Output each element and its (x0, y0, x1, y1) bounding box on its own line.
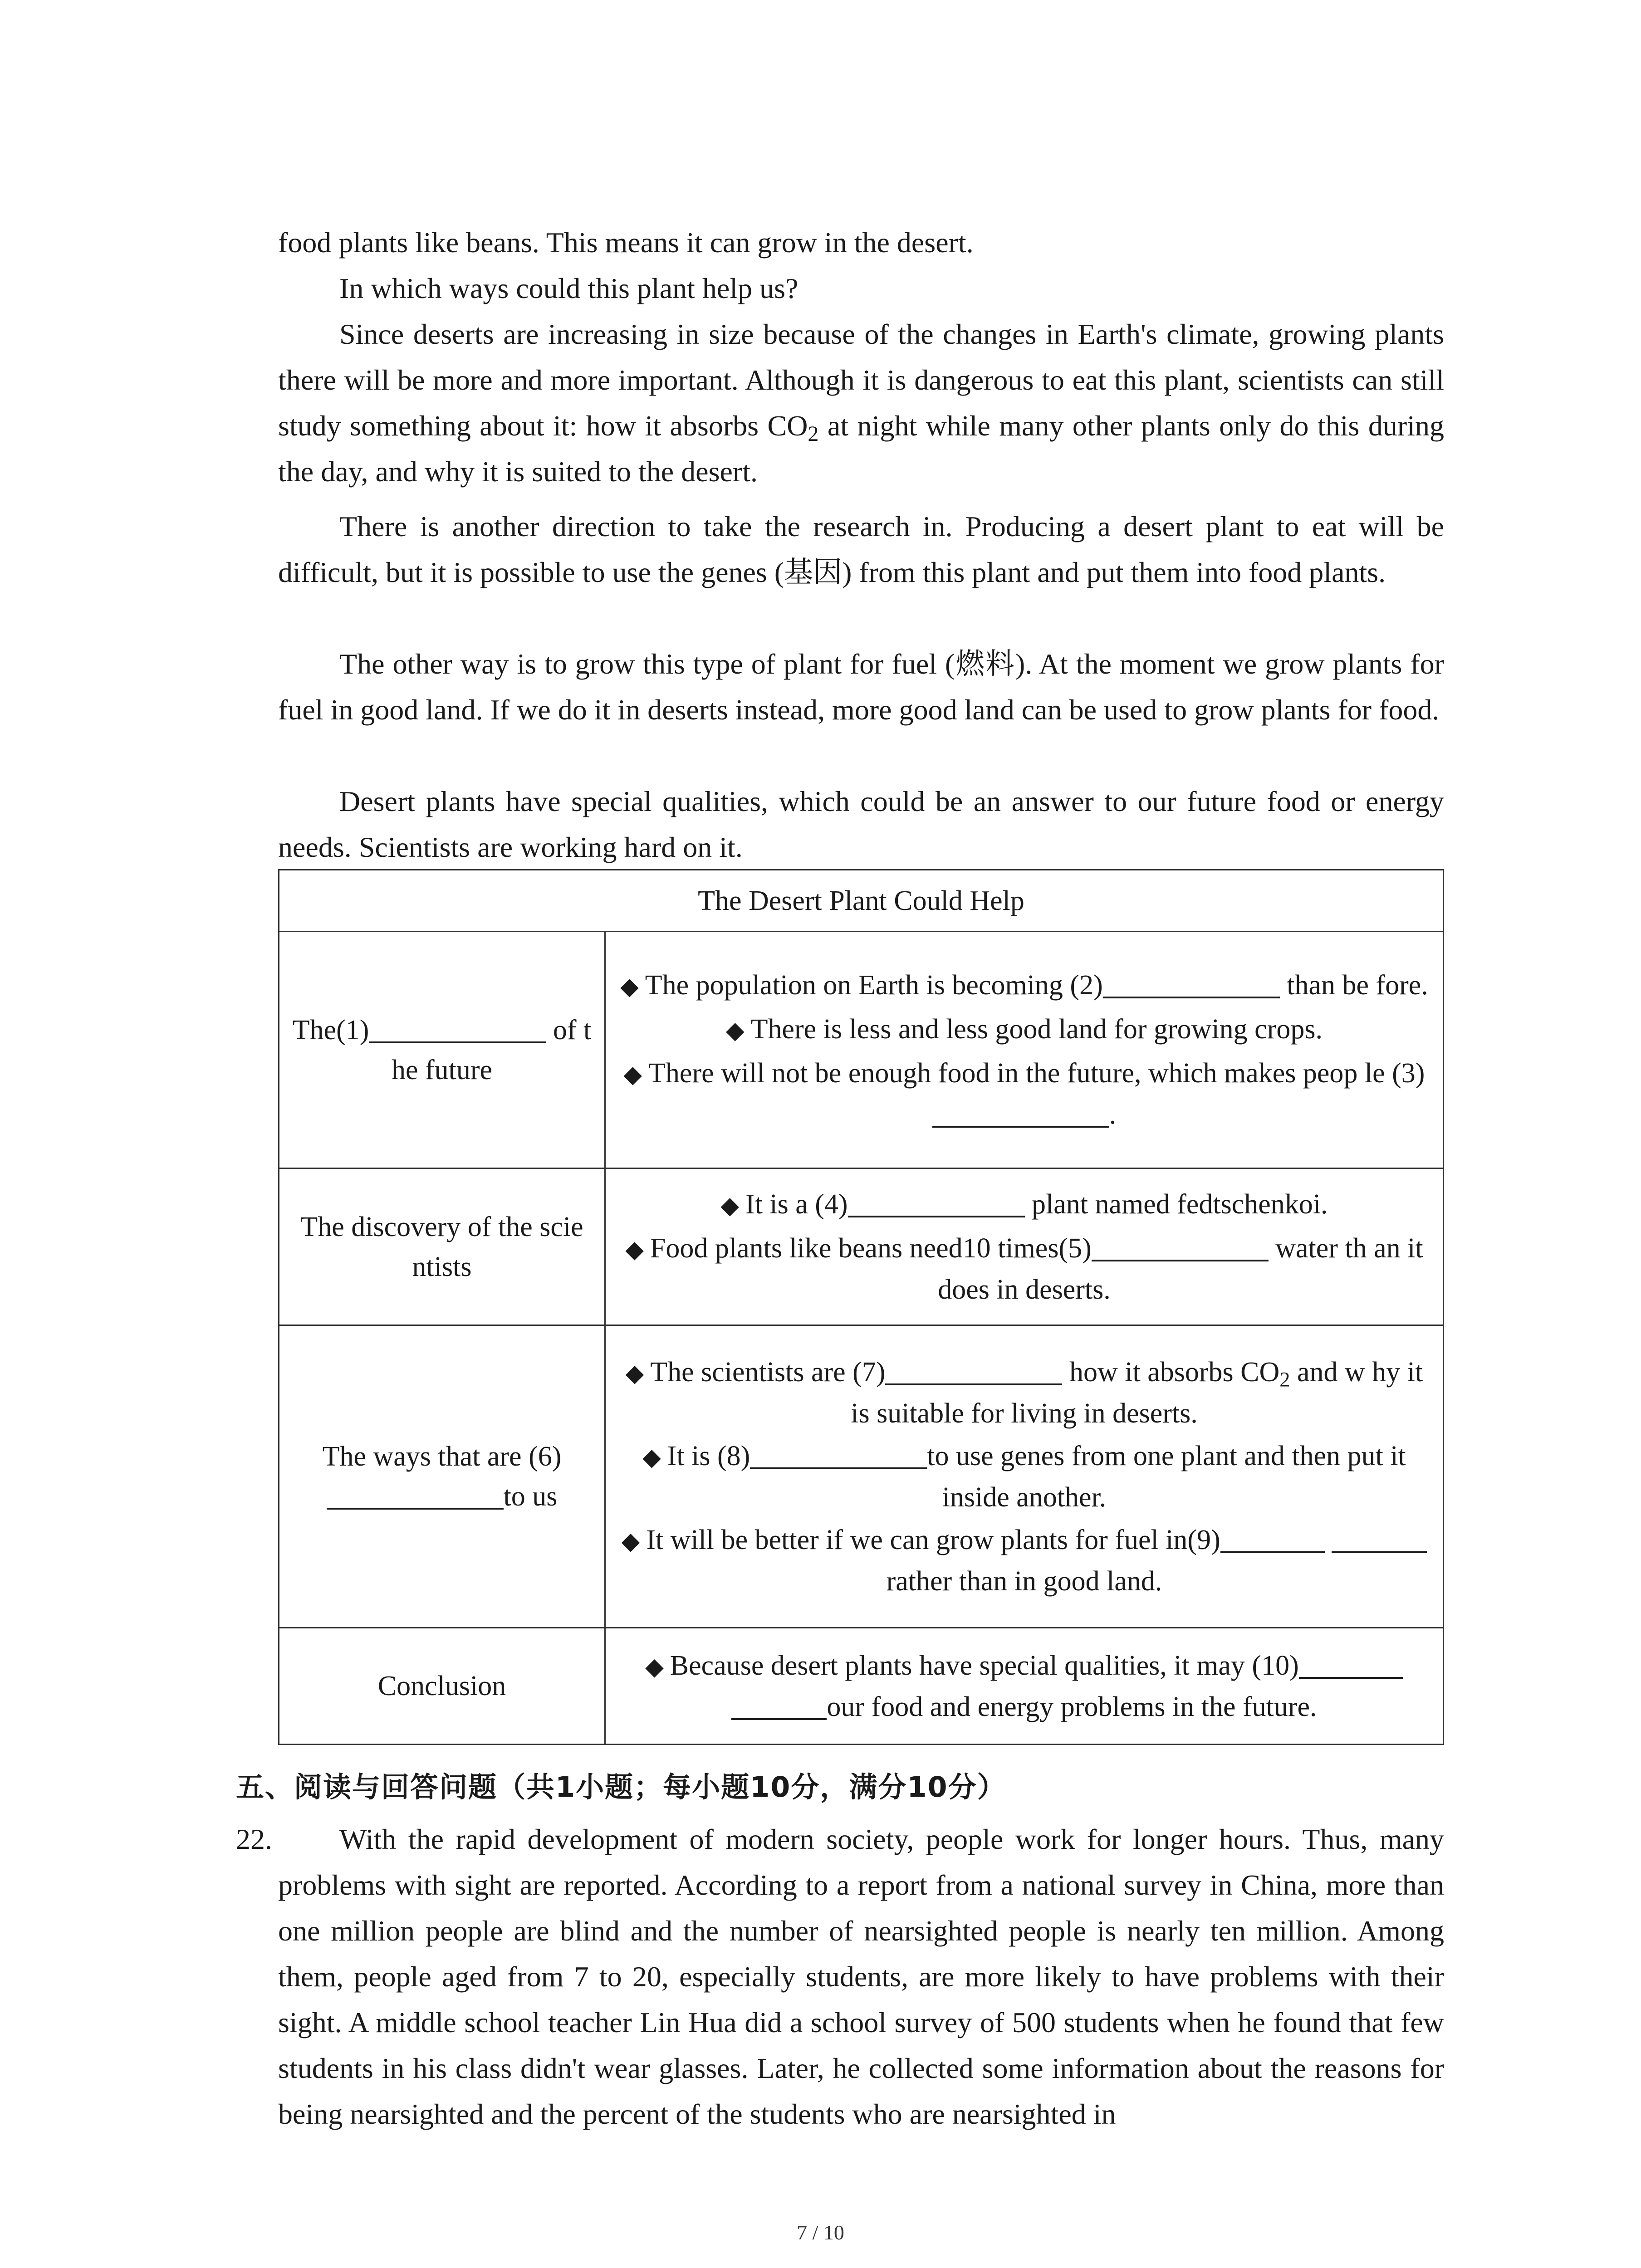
answer-blank-9[interactable] (1220, 1526, 1325, 1553)
diamond-bullet-icon: ◆ (623, 1061, 642, 1088)
table-row-content (605, 932, 1444, 1168)
page-number: 7 / 10 (797, 2221, 844, 2244)
answer-blank-5[interactable] (1092, 1234, 1269, 1261)
passage-paragraph-4: There is another direction to take the research in. Producing a desert plant to eat will be difficult, but it is possible to use the genes (基因) from this plant and put them into food plants. (278, 510, 1444, 588)
table-row-content (605, 1628, 1444, 1745)
table-row-label: The discovery of the scie ntists (279, 1168, 605, 1325)
diamond-bullet-icon: ◆ (645, 1652, 664, 1681)
passage-paragraph-3-text-b: at night while many other plants only do this during the day, and why it is suited to the desert. (278, 410, 1445, 488)
section-header: 五、阅读与回答问题（共1小题；每小题10分，满分10分） (236, 1770, 1006, 1804)
bullet-line: ◆ Because desert plants have special qualities, it may (10) our food and energy problems in the future. (614, 1646, 1435, 1727)
answer-blank-7[interactable] (885, 1358, 1062, 1385)
table-row (279, 1168, 1444, 1325)
table-row-content (605, 1325, 1444, 1628)
passage-paragraph-3 (278, 311, 1444, 494)
passage-paragraph-5: The other way is to grow this type of plant for fuel (燃料). At the moment we grow plants for fuel in good land. If we do it in deserts instead, more good land can be used to grow plants for food. (278, 648, 1444, 726)
table-row (279, 932, 1444, 1168)
desert-plant-table (278, 869, 1444, 1745)
diamond-bullet-icon: ◆ (625, 1359, 644, 1387)
bullet-line: ◆ Food plants like beans need10 times(5) water th an it does in deserts. (625, 1232, 1423, 1305)
passage-paragraph-2: In which ways could this plant help us? (339, 272, 798, 304)
diamond-bullet-icon: ◆ (625, 1235, 644, 1263)
question-22-passage: With the rapid development of modern society, people work for longer hours. Thus, many problems with sight are reported. According to a report from a national survey in China, more than one million people are blind and the number of nearsighted people is nearly ten million. Among them, people aged from 7 to 20, especially students, are more likely to have problems with their sight. A middle school teacher Lin Hua did a school survey of 500 students when he found that few students in his class didn't wear glasses. Later, he collected some information about the reasons for being nearsighted and the percent of the students who are nearsighted in (278, 1823, 1444, 2130)
table-title: The Desert Plant Could Help (279, 870, 1444, 932)
answer-blank-3[interactable] (932, 1101, 1109, 1128)
table-row (279, 1325, 1444, 1628)
question-number: 22. (236, 1823, 272, 1855)
table-title-row (279, 870, 1444, 932)
diamond-bullet-icon: ◆ (642, 1443, 661, 1471)
bullet-line: ◆ The scientists are (7) how it absorbs $CO_2$ and w hy it is suitable for living in deserts. (625, 1356, 1423, 1429)
answer-blank-1[interactable] (369, 1016, 546, 1043)
answer-blank-10[interactable] (1299, 1652, 1403, 1679)
table-row-label: The ways that are (6) to us (279, 1325, 605, 1628)
table-row-content (605, 1168, 1444, 1325)
table-row (279, 1628, 1444, 1745)
passage-paragraph-6: Desert plants have special qualities, which could be an answer to our future food or energy needs. Scientists are working hard on it. (278, 785, 1444, 863)
bullet-line: ◆ It is (8) to use genes from one plant and then put it inside another. (642, 1440, 1406, 1513)
diamond-bullet-icon: ◆ (720, 1191, 739, 1219)
answer-blank-4[interactable] (848, 1190, 1025, 1217)
bullet-line: ◆ There will not be enough food in the future, which makes peop le (3). (623, 1058, 1425, 1130)
answer-blank-8[interactable] (750, 1442, 927, 1469)
bullet-line: ◆ The population on Earth is becoming (2) than be fore. (620, 970, 1428, 1001)
diamond-bullet-icon: ◆ (621, 1527, 640, 1555)
table-row-label: Conclusion (279, 1628, 605, 1745)
passage-paragraph-3-text-a: Since deserts are increasing in size because of the changes in Earth's climate, growing plants there will be more and more important. Although it is dangerous to eat this plant, scientists can still study something about it: how it absorbs CO (278, 318, 1444, 442)
bullet-line: ◆ There is less and less good land for growing crops. (726, 1014, 1323, 1045)
answer-blank-9-continued[interactable] (1332, 1526, 1427, 1553)
bullet-line: ◆ It is a (4) plant named fedtschenkoi. (720, 1188, 1328, 1220)
passage-paragraph-1: food plants like beans. This means it can grow in the desert. (278, 226, 974, 259)
diamond-bullet-icon: ◆ (620, 973, 639, 1000)
answer-blank-10-continued[interactable] (731, 1693, 827, 1720)
answer-blank-6[interactable] (327, 1483, 504, 1510)
diamond-bullet-icon: ◆ (726, 1017, 745, 1044)
co2-subscript: 2 (808, 422, 819, 446)
co2-subscript: 2 (1279, 1368, 1290, 1392)
answer-blank-2[interactable] (1103, 972, 1280, 999)
bullet-line: ◆ It will be better if we can grow plants for fuel in(9) rather than in good land. (614, 1520, 1435, 1601)
table-row-label: The(1) of t he future (279, 932, 605, 1168)
